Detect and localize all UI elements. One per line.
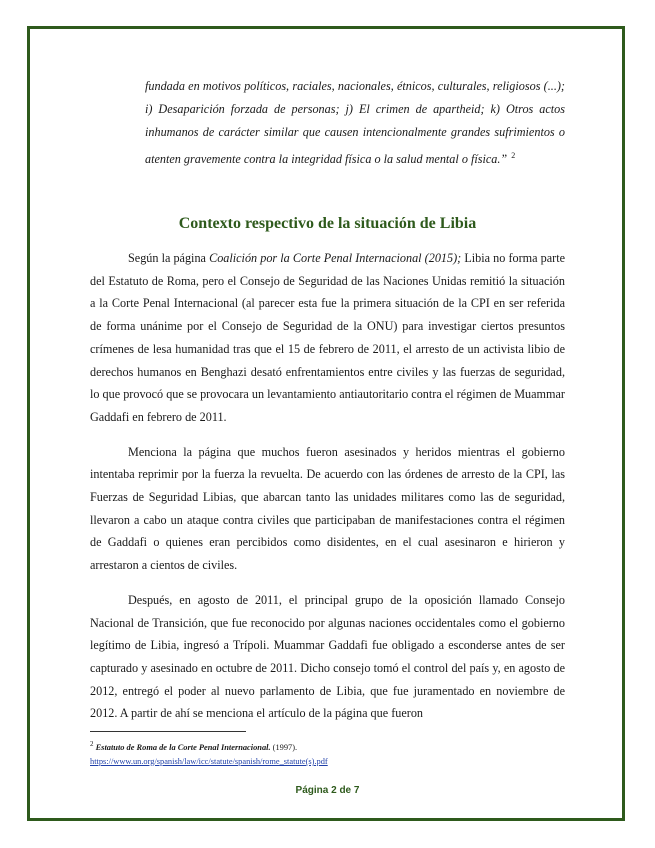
footnote-separator <box>90 731 246 732</box>
paragraph-1 <box>90 247 565 429</box>
footnote-reference[interactable]: 2 <box>511 151 516 160</box>
page-number: Página 2 de 7 <box>295 785 360 796</box>
paragraph-1-lead: Según la página <box>128 251 210 265</box>
paragraph-2: Menciona la página que muchos fueron asesinados y heridos mientras el gobierno intentaba reprimir por la fuerza la revuelta. De acuerdo con las órdenes de arresto de la CPI, las Fuerzas de Seguridad Libias, que abarcan tanto las unidades militares como las de seguridad, llevaron a cabo un ataque contra civiles que participaban de manifestaciones contra el régimen de Gaddafi o quienes eran percibidos como disidentes, en el cual asesinaron e hirieron y arrestaron a cientos de civiles. <box>90 444 565 573</box>
paragraph-1-source: Coalición por la Corte Penal Internacional (2015); <box>209 251 462 265</box>
footnote-year: (1997). <box>270 742 298 752</box>
footnote-citation <box>90 737 565 755</box>
footnote <box>90 737 565 769</box>
paragraph-1-rest: Libia no forma parte del Estatuto de Roma, pero el Consejo de Seguridad de las Naciones Unidas remitió la situación a la Corte Penal Internacional (al parecer esta fue la primera situación de la CPI en ser referida de forma unánime por el Consejo de Seguridad de la ONU) para investigar ciertos presuntos crímenes de lesa humanidad tras que el 15 de febrero de 2011, el arresto de un activista libio de derechos humanos en Benghazi desató enfrentamientos entre civiles y las fuerzas de seguridad, lo que provocó que se provocara un levantamiento antiautoritario contra el régimen de Muammar Gaddafi en febrero de 2011. <box>90 251 565 424</box>
section-heading: Contexto respectivo de la situación de Libia <box>178 215 477 232</box>
footnote-number: 2 <box>90 740 94 748</box>
footnote-title: Estatuto de Roma de la Corte Penal Internacional. <box>95 742 271 752</box>
block-quote <box>145 75 565 171</box>
paragraph-3: Después, en agosto de 2011, el principal grupo de la oposición llamado Consejo Nacional de Transición, que fue reconocido por algunas naciones occidentales como el gobierno legítimo de Libia, ingresó a Trípoli. Muammar Gaddafi fue obligado a esconderse antes de ser capturado y asesinado en octubre de 2011. Dicho consejo tomó el control del país y, en agosto de 2012, entregó el poder al nuevo parlamento de Libia, que fue juramentado en noviembre de 2012. A partir de ahí se menciona el artículo de la página que fueron <box>90 592 565 721</box>
quote-text: fundada en motivos políticos, raciales, nacionales, étnicos, culturales, religiosos (...); i) Desaparición forzada de personas; j) El crimen de apartheid; k) Otros actos inhumanos de carácter similar que causen intencionalmente grandes sufrimientos o atenten gravemente contra la integridad física o la salud mental o física.” <box>145 79 565 167</box>
footnote-link[interactable]: https://www.un.org/spanish/law/icc/statute/spanish/rome_statute(s).pdf <box>90 756 328 766</box>
body-text <box>90 247 565 737</box>
